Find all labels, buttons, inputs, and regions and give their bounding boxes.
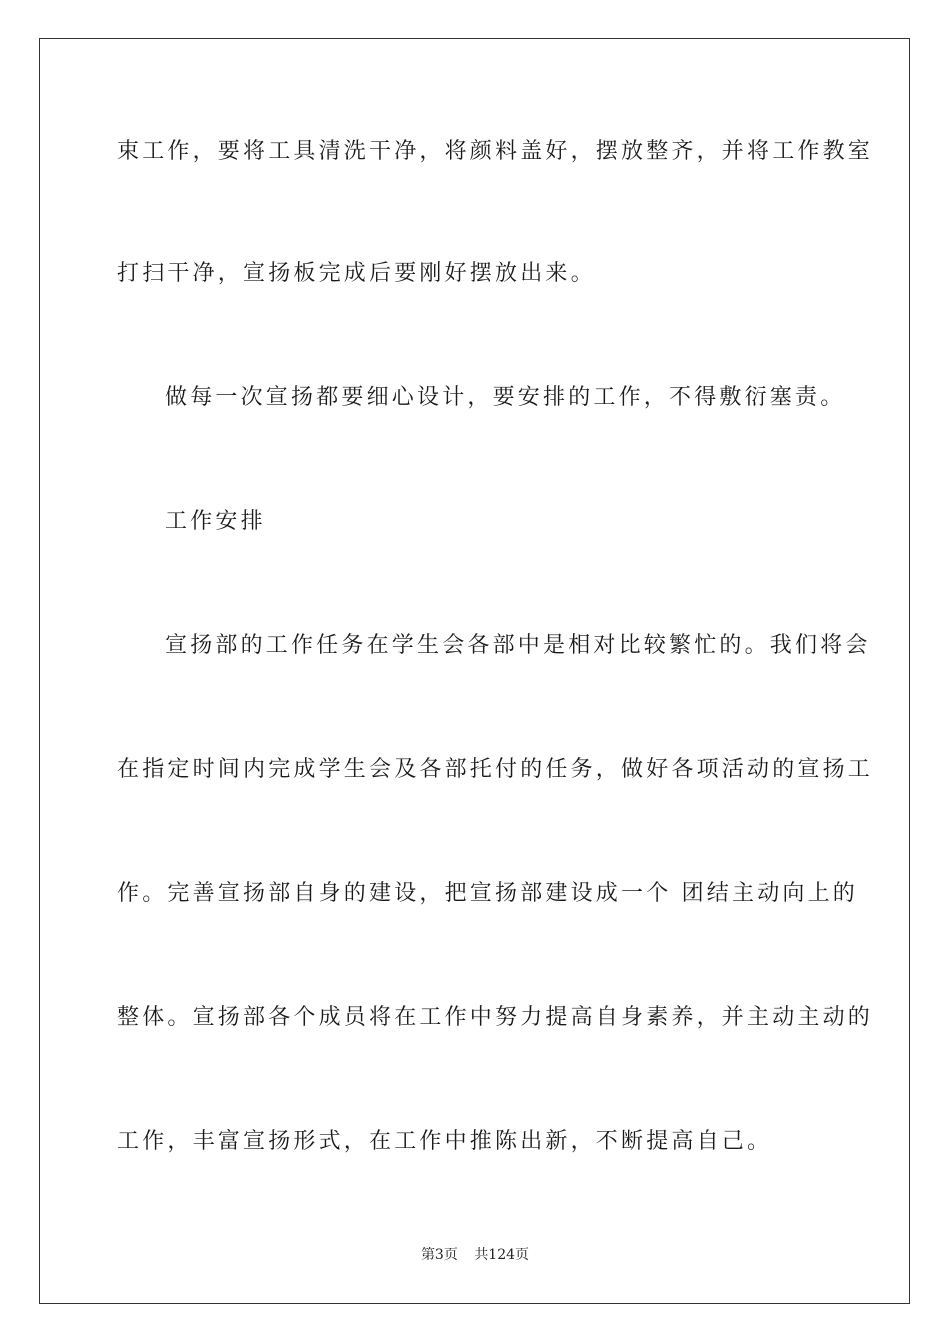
- body-text-line: 整体。宣扬部各个成员将在工作中努力提高自身素养，并主动主动的: [117, 1005, 874, 1030]
- page-border: [39, 38, 910, 1304]
- body-text-line: 束工作，要将工具清洗干净，将颜料盖好，摆放整齐，并将工作教室: [117, 139, 874, 164]
- body-text-line: 工作，丰富宣扬形式，在工作中推陈出新，不断提高自己。: [117, 1129, 773, 1154]
- current-page-number: 第3页: [420, 1247, 458, 1263]
- body-text-line: 作。完善宣扬部自身的建设，把宣扬部建设成一个 团结主动向上的: [117, 881, 858, 906]
- body-text-line: 在指定时间内完成学生会及各部托付的任务，做好各项活动的宣扬工: [117, 757, 874, 782]
- body-text-line: 做每一次宣扬都要细心设计，要安排的工作，不得敷衍塞责。: [165, 385, 846, 410]
- body-text-line: 宣扬部的工作任务在学生会各部中是相对比较繁忙的。我们将会: [165, 633, 871, 658]
- body-text-line: 打扫干净，宣扬板完成后要刚好摆放出来。: [117, 261, 596, 286]
- page-footer: [0, 1246, 950, 1264]
- section-heading: 工作安排: [165, 509, 266, 534]
- total-page-count: 共124页: [474, 1247, 530, 1263]
